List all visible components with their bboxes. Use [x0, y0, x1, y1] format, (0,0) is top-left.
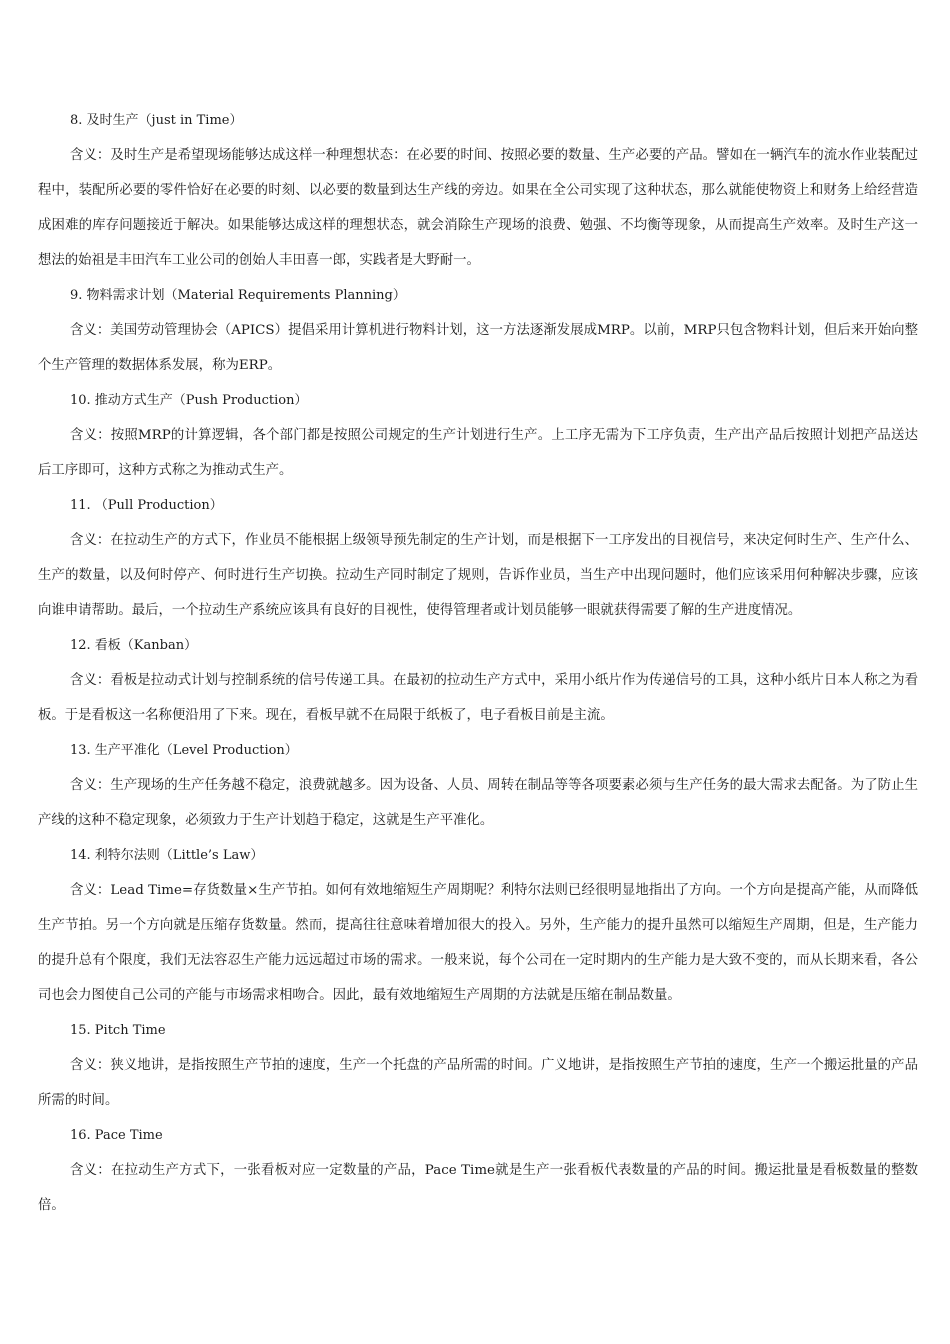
term-heading: 10. 推动方式生产（Push Production）	[70, 393, 308, 408]
term-definition: 含义：Lead Time=存货数量×生产节拍。如何有效地缩短生产周期呢？利特尔法则已经很明显地指出了方向。一个方向是提高产能，从而降低生产节拍。另一个方向就是压缩存货数量。然而，提高往往意味着增加很大的投入。另外，生产能力的提升虽然可以缩短生产周期，但是，生产能力的提升总有个限度，我们无法容忍生产能力远远超过市场的需求。一般来说，每个公司在一定时期内的生产能力是大致不变的，而从长期来看，各公司也会力图使自己公司的产能与市场需求相吻合。因此，最有效地缩短生产周期的方法就是压缩在制品数量。	[38, 883, 918, 1003]
term-heading: 15. Pitch Time	[70, 1023, 166, 1038]
term-definition: 含义：生产现场的生产任务越不稳定，浪费就越多。因为设备、人员、周转在制品等等各项要素必须与生产任务的最大需求去配备。为了防止生产线的这种不稳定现象，必须致力于生产计划趋于稳定，这就是生产平准化。	[38, 778, 918, 828]
term-entry-10	[38, 383, 918, 488]
term-definition: 含义：按照MRP的计算逻辑，各个部门都是按照公司规定的生产计划进行生产。上工序无需为下工序负责，生产出产品后按照计划把产品送达后工序即可，这种方式称之为推动式生产。	[38, 428, 918, 478]
term-entry-13	[38, 733, 918, 838]
term-heading: 9. 物料需求计划（Material Requirements Planning）	[70, 288, 406, 303]
term-entry-14	[38, 838, 918, 1013]
term-definition: 含义：狭义地讲，是指按照生产节拍的速度，生产一个托盘的产品所需的时间。广义地讲，是指按照生产节拍的速度，生产一个搬运批量的产品所需的时间。	[38, 1058, 918, 1108]
term-heading: 13. 生产平准化（Level Production）	[70, 743, 298, 758]
term-heading: 14. 利特尔法则（Little’s Law）	[70, 848, 264, 863]
term-heading: 11. （Pull Production）	[70, 498, 223, 513]
term-definition: 含义：看板是拉动式计划与控制系统的信号传递工具。在最初的拉动生产方式中，采用小纸片作为传递信号的工具，这种小纸片日本人称之为看板。于是看板这一名称便沿用了下来。现在，看板早就不在局限于纸板了，电子看板目前是主流。	[38, 673, 918, 723]
term-heading: 16. Pace Time	[70, 1128, 163, 1143]
document-page	[38, 103, 918, 1223]
term-heading: 12. 看板（Kanban）	[70, 638, 198, 653]
term-definition: 含义：在拉动生产方式下，一张看板对应一定数量的产品，Pace Time就是生产一张看板代表数量的产品的时间。搬运批量是看板数量的整数倍。	[38, 1163, 918, 1213]
term-entry-11	[38, 488, 918, 628]
term-entry-12	[38, 628, 918, 733]
term-definition: 含义：在拉动生产的方式下，作业员不能根据上级领导预先制定的生产计划，而是根据下一工序发出的目视信号，来决定何时生产、生产什么、生产的数量，以及何时停产、何时进行生产切换。拉动生产同时制定了规则，告诉作业员，当生产中出现问题时，他们应该采用何种解决步骤，应该向谁申请帮助。最后，一个拉动生产系统应该具有良好的目视性，使得管理者或计划员能够一眼就获得需要了解的生产进度情况。	[38, 533, 918, 618]
term-entry-15	[38, 1013, 918, 1118]
term-entry-16	[38, 1118, 918, 1223]
term-entry-9	[38, 278, 918, 383]
term-entry-8	[38, 103, 918, 278]
term-definition: 含义：及时生产是希望现场能够达成这样一种理想状态：在必要的时间、按照必要的数量、生产必要的产品。譬如在一辆汽车的流水作业装配过程中，装配所必要的零件恰好在必要的时刻、以必要的数量到达生产线的旁边。如果在全公司实现了这种状态，那么就能使物资上和财务上给经营造成困难的库存问题接近于解决。如果能够达成这样的理想状态，就会消除生产现场的浪费、勉强、不均衡等现象，从而提高生产效率。及时生产这一想法的始祖是丰田汽车工业公司的创始人丰田喜一郎，实践者是大野耐一。	[38, 148, 918, 268]
term-definition: 含义：美国劳动管理协会（APICS）提倡采用计算机进行物料计划，这一方法逐渐发展成MRP。以前，MRP只包含物料计划，但后来开始向整个生产管理的数据体系发展，称为ERP。	[38, 323, 918, 373]
term-heading: 8. 及时生产（just in Time）	[70, 113, 243, 128]
